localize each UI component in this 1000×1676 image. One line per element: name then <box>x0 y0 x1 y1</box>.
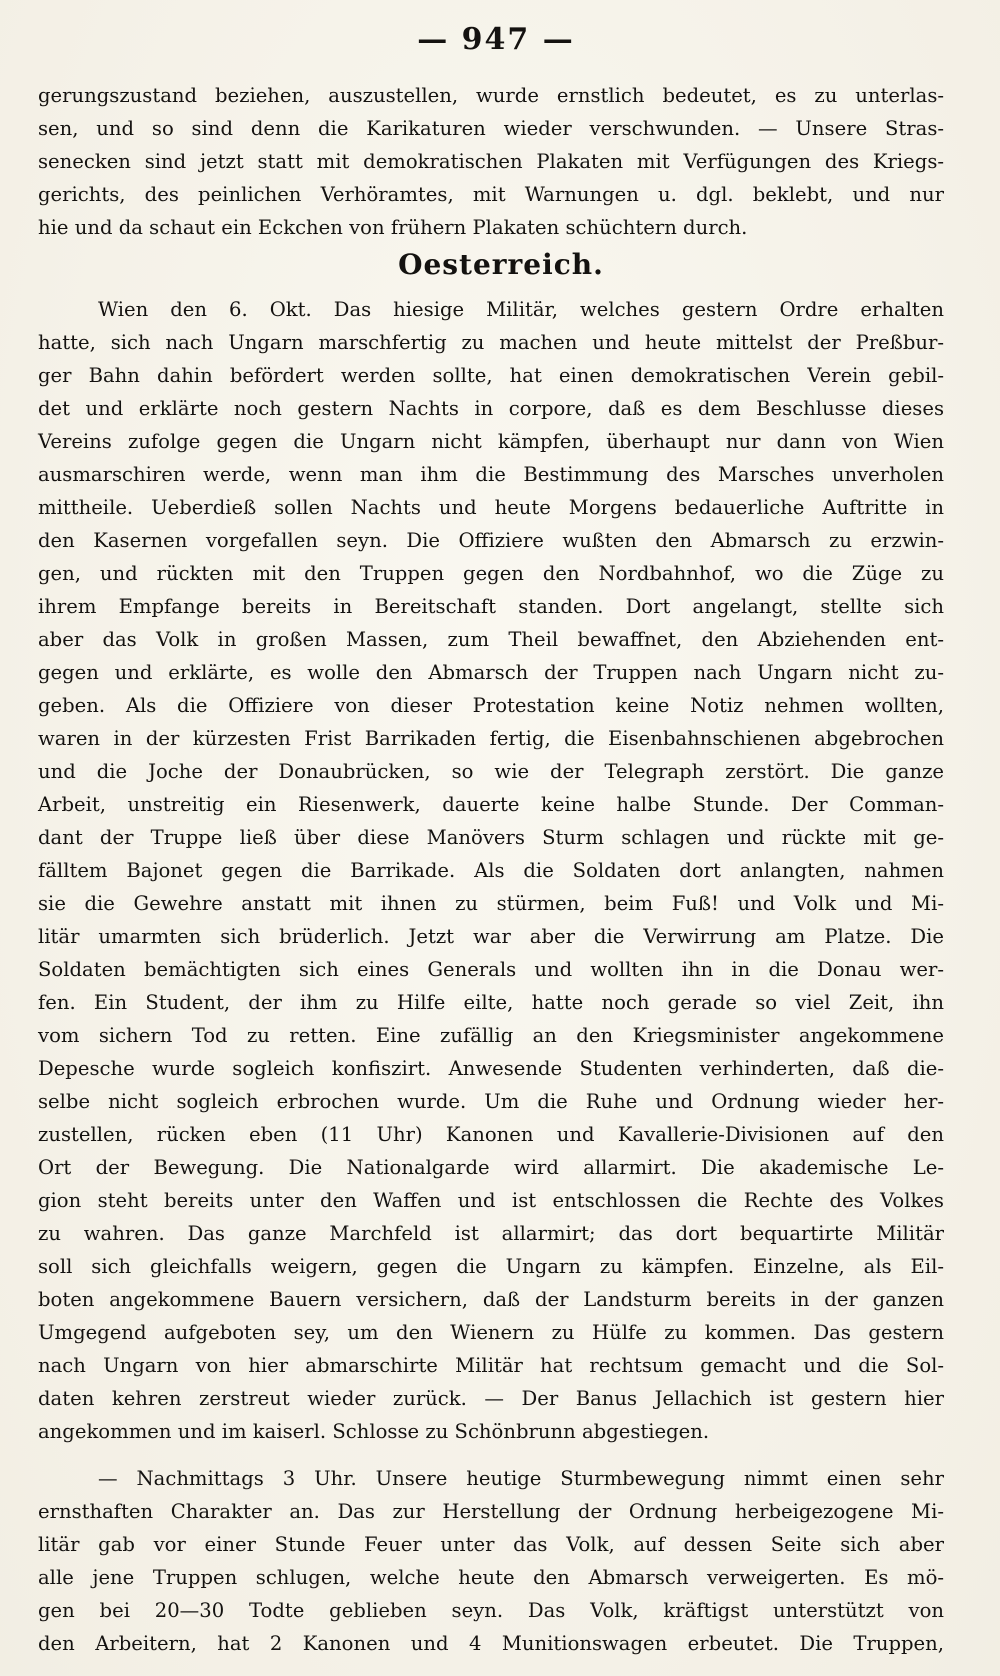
text-line: gerungszustand beziehen, auszustellen, wurde ernstlich bedeutet, es zu unterlas- <box>38 84 944 107</box>
text-line: Umgegend aufgeboten sey, um den Wienern zu Hülfe zu kommen. Das gestern <box>38 1321 944 1344</box>
text-line: det und erklärte noch gestern Nachts in corpore, daß es dem Beschlusse dieses <box>38 397 944 420</box>
text-line: gen, und rückten mit den Truppen gegen den Nordbahnhof, wo die Züge zu <box>38 562 944 585</box>
text-line: fen. Ein Student, der ihm zu Hilfe eilte, hatte noch gerade so viel Zeit, ihn <box>38 991 944 1014</box>
text-line: ausmarschiren werde, wenn man ihm die Bestimmung des Marsches unverholen <box>38 463 944 486</box>
text-line: nach Ungarn von hier abmarschirte Militär hat rechtsum gemacht und die Sol- <box>38 1354 944 1377</box>
text-line: ihrem Empfange bereits in Bereitschaft standen. Dort angelangt, stellte sich <box>38 595 944 618</box>
text-line: litär umarmten sich brüderlich. Jetzt war aber die Verwirrung am Platze. Die <box>38 925 944 948</box>
text-line: ernsthaften Charakter an. Das zur Herstellung der Ordnung herbeigezogene Mi- <box>38 1500 944 1523</box>
afternoon-paragraph <box>38 1462 944 1660</box>
vienna-report-paragraph <box>38 293 944 1448</box>
text-line: senecken sind jetzt statt mit demokratischen Plakaten mit Verfügungen des Kriegs- <box>38 150 944 173</box>
text-line: waren in der kürzesten Frist Barrikaden fertig, die Eisenbahnschienen abgebrochen <box>38 727 944 750</box>
text-line: geben. Als die Offiziere von dieser Protestation keine Notiz nehmen wollten, <box>38 694 944 717</box>
text-line: fälltem Bajonet gegen die Barrikade. Als die Soldaten dort anlangten, nahmen <box>38 859 944 882</box>
page-number: — 947 — <box>417 22 575 57</box>
text-line: aber das Volk in großen Massen, zum Theil bewaffnet, den Abziehenden ent- <box>38 628 944 651</box>
text-line: litär gab vor einer Stunde Feuer unter das Volk, auf dessen Seite sich aber <box>38 1533 944 1556</box>
text-line: vom sichern Tod zu retten. Eine zufällig an den Kriegsminister angekommene <box>38 1024 944 1047</box>
text-line: soll sich gleichfalls weigern, gegen die Ungarn zu kämpfen. Einzelne, als Eil- <box>38 1255 944 1278</box>
text-line: und die Joche der Donaubrücken, so wie der Telegraph zerstört. Die ganze <box>38 760 944 783</box>
text-line: gerichts, des peinlichen Verhöramtes, mit Warnungen u. dgl. beklebt, und nur <box>38 183 944 206</box>
text-line: gegen und erklärte, es wolle den Abmarsch der Truppen nach Ungarn nicht zu- <box>38 661 944 684</box>
text-line: dant der Truppe ließ über diese Manövers Sturm schlagen und rückte mit ge- <box>38 826 944 849</box>
text-line: Soldaten bemächtigten sich eines Generals und wollten ihn in die Donau wer- <box>38 958 944 981</box>
text-line: Arbeit, unstreitig ein Riesenwerk, dauerte keine halbe Stunde. Der Comman- <box>38 793 944 816</box>
text-line: den Kasernen vorgefallen seyn. Die Offiziere wußten den Abmarsch zu erzwin- <box>38 529 944 552</box>
paragraph-gap <box>38 1448 944 1462</box>
text-line: den Arbeitern, hat 2 Kanonen und 4 Munitionswagen erbeutet. Die Truppen, <box>38 1632 944 1655</box>
text-line: Wien den 6. Okt. Das hiesige Militär, welches gestern Ordre erhalten <box>98 298 944 321</box>
text-line: Depesche wurde sogleich konfiszirt. Anwesende Studenten verhinderten, daß die- <box>38 1057 944 1080</box>
text-line: boten angekommene Bauern versichern, daß der Landsturm bereits in der ganzen <box>38 1288 944 1311</box>
text-line: zustellen, rücken eben (11 Uhr) Kanonen und Kavallerie-Divisionen auf den <box>38 1123 944 1146</box>
text-line: sie die Gewehre anstatt mit ihnen zu stürmen, beim Fuß! und Volk und Mi- <box>38 892 944 915</box>
text-line: angekommen und im kaiserl. Schlosse zu Schönbrunn abgestiegen. <box>38 1420 710 1443</box>
text-line: — Nachmittags 3 Uhr. Unsere heutige Sturmbewegung nimmt einen sehr <box>98 1467 944 1490</box>
text-line: sen, und so sind denn die Karikaturen wieder verschwunden. — Unsere Stras- <box>38 117 944 140</box>
text-line: daten kehren zerstreut wieder zurück. — Der Banus Jellachich ist gestern hier <box>38 1387 944 1410</box>
section-heading: Oesterreich. <box>398 248 604 281</box>
text-line: gion steht bereits unter den Waffen und ist entschlossen die Rechte des Volkes <box>38 1189 944 1212</box>
text-line: zu wahren. Das ganze Marchfeld ist allarmirt; das dort bequartirte Militär <box>38 1222 944 1245</box>
text-line: selbe nicht sogleich erbrochen wurde. Um die Ruhe und Ordnung wieder her- <box>38 1090 944 1113</box>
text-line: mittheile. Ueberdieß sollen Nachts und heute Morgens bedauerliche Auftritte in <box>38 496 944 519</box>
text-line: alle jene Truppen schlugen, welche heute den Abmarsch verweigerten. Es mö- <box>38 1566 944 1589</box>
text-line: Vereins zufolge gegen die Ungarn nicht kämpfen, überhaupt nur dann von Wien <box>38 430 944 453</box>
text-line: gen bei 20—30 Todte geblieben seyn. Das Volk, kräftigst unterstützt von <box>38 1599 944 1622</box>
text-line: ger Bahn dahin befördert werden sollte, hat einen demokratischen Verein gebil- <box>38 364 944 387</box>
text-line: Ort der Bewegung. Die Nationalgarde wird allarmirt. Die akademische Le- <box>38 1156 944 1179</box>
text-line: hie und da schaut ein Eckchen von frühern Plakaten schüchtern durch. <box>38 216 748 239</box>
intro-paragraph <box>38 79 944 244</box>
text-line: hatte, sich nach Ungarn marschfertig zu machen und heute mittelst der Preßbur- <box>38 331 944 354</box>
